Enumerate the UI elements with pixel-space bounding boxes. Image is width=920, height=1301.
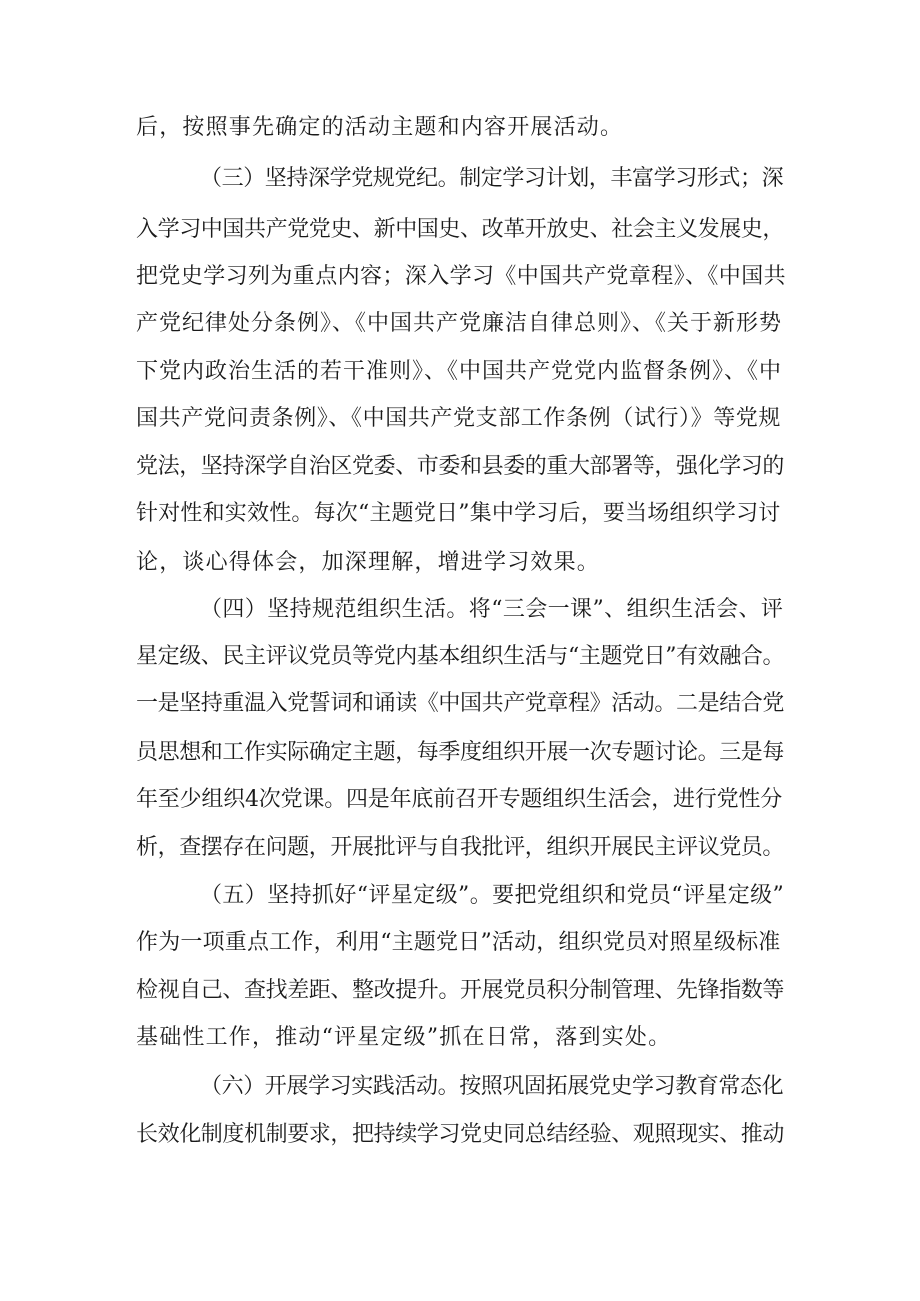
text-line: 针对性和实效性。每次“主题党日”集中学习后，要当场组织学习讨	[136, 501, 781, 526]
section-6-heading-line: （六）开展学习实践活动。按照巩固拓展党史学习教育常态化	[200, 1074, 784, 1099]
text-line: 长效化制度机制要求，把持续学习党史同总结经验、观照现实、推动	[136, 1122, 785, 1147]
text-line: 下党内政治生活的若干准则》、《中国共产党党内监督条例》、《中	[136, 359, 783, 384]
text-line: 党法，坚持深学自治区党委、市委和县委的重大部署等，强化学习的	[136, 454, 785, 479]
text-line: 入学习中国共产党党史、新中国史、改革开放史、社会主义发展史，	[136, 217, 785, 242]
text-line: 析，查摆存在问题，开展批评与自我批评，组织开展民主评议党员。	[136, 835, 785, 860]
text-line: 一是坚持重温入党誓词和诵读《中国共产党章程》活动。二是结合党	[136, 691, 785, 716]
text-line: 作为一项重点工作，利用“主题党日”活动，组织党员对照星级标准	[136, 930, 781, 955]
section-5-heading-line: （五）坚持抓好“评星定级”。要把党组织和党员“评星定级”	[200, 883, 785, 908]
text-line: 后，按照事先确定的活动主题和内容开展活动。	[136, 115, 624, 140]
section-3-heading-line: （三）坚持深学党规党纪。制定学习计划，丰富学习形式；深	[200, 166, 784, 191]
text-line: 员思想和工作实际确定主题，每季度组织开展一次专题讨论。三是每	[136, 740, 785, 765]
text-line: 基础性工作，推动“评星定级”抓在日常，落到实处。	[136, 1025, 672, 1050]
text-line: 年至少组织4次党课。四是年底前召开专题组织生活会，进行党性分	[136, 787, 782, 812]
section-4-heading-line: （四）坚持规范组织生活。将“三会一课”、组织生活会、评	[200, 597, 784, 622]
text-line: 国共产党问责条例》、《中国共产党支部工作条例（试行）》等党规	[136, 406, 782, 431]
text-line: 检视自己、查找差距、整改提升。开展党员积分制管理、先锋指数等	[136, 978, 785, 1003]
text-line: 把党史学习列为重点内容；深入学习《中国共产党章程》、《中国共	[136, 264, 787, 289]
text-line: 星定级、民主评议党员等党内基本组织生活与“主题党日”有效融合。	[136, 644, 785, 669]
text-line: 产党纪律处分条例》、《中国共产党廉洁自律总则》、《关于新形势	[136, 311, 783, 336]
text-line: 论，谈心得体会，加深理解，增进学习效果。	[136, 550, 601, 575]
